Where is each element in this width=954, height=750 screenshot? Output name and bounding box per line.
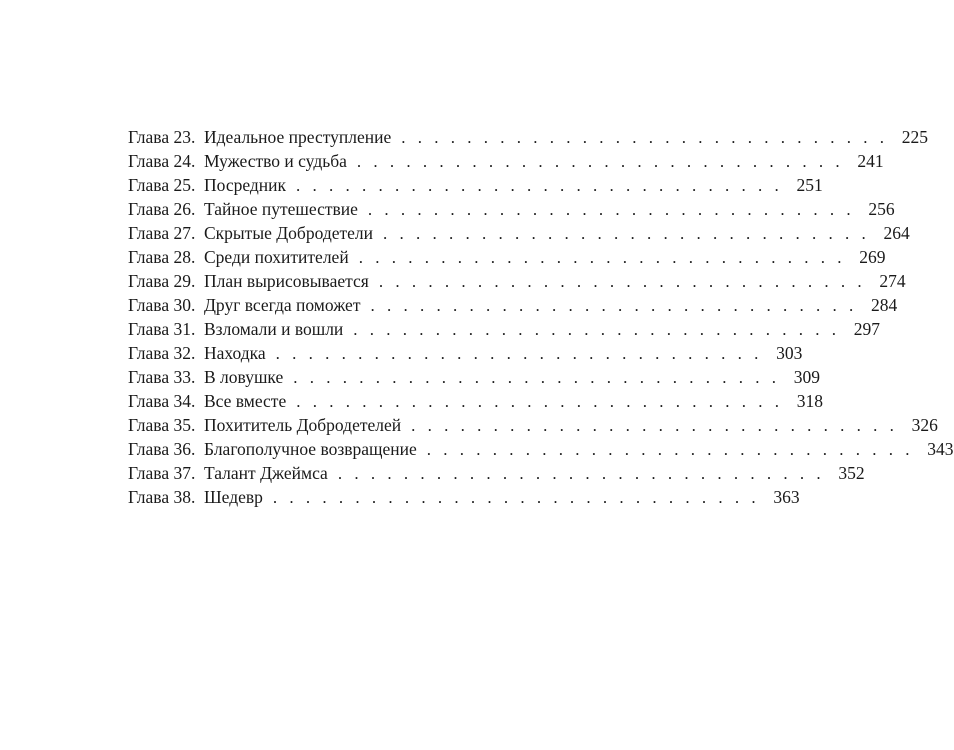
toc-entry bbox=[128, 245, 886, 269]
toc-entry bbox=[128, 413, 938, 437]
chapter-label: Глава 28. bbox=[128, 247, 196, 267]
page-number: 274 bbox=[879, 271, 906, 291]
chapter-title: Похититель Добродетелей bbox=[204, 415, 402, 435]
page-number: 256 bbox=[868, 199, 895, 219]
chapter-label: Глава 35. bbox=[128, 415, 196, 435]
dot-leader: . . . . . . . . . . . . . . . . . . . . . . . . . . . . . . bbox=[383, 224, 870, 243]
dot-leader: . . . . . . . . . . . . . . . . . . . . . . . . . . . . . . bbox=[296, 392, 783, 411]
toc-entry bbox=[128, 341, 803, 365]
chapter-title: Находка bbox=[204, 343, 266, 363]
dot-leader: . . . . . . . . . . . . . . . . . . . . . . . . . . . . . . bbox=[401, 128, 888, 147]
page-number: 284 bbox=[870, 295, 898, 315]
page-number: 251 bbox=[796, 175, 823, 195]
page-number: 343 bbox=[927, 439, 954, 459]
page-number: 264 bbox=[883, 223, 910, 243]
chapter-title: Идеальное преступление bbox=[204, 127, 392, 147]
chapter-title: Благополучное возвращение bbox=[204, 439, 417, 459]
dot-leader: . . . . . . . . . . . . . . . . . . . . . . . . . . . . . . bbox=[367, 200, 855, 219]
table-of-contents bbox=[128, 125, 954, 509]
page-number: 241 bbox=[857, 151, 884, 171]
page-number: 297 bbox=[853, 319, 881, 339]
chapter-title: В ловушке bbox=[204, 367, 284, 387]
chapter-label: Глава 29. bbox=[128, 271, 196, 291]
page-number: 363 bbox=[773, 487, 800, 507]
toc-entry bbox=[128, 317, 881, 341]
page-number: 352 bbox=[838, 463, 865, 483]
toc-entry bbox=[128, 437, 954, 461]
toc-entry bbox=[128, 269, 906, 293]
toc-entry bbox=[128, 173, 823, 197]
chapter-title: Друг всегда поможет bbox=[204, 295, 361, 315]
toc-entry bbox=[128, 293, 898, 317]
dot-leader: . . . . . . . . . . . . . . . . . . . . . . . . . . . . . . bbox=[293, 368, 781, 387]
dot-leader: . . . . . . . . . . . . . . . . . . . . . . . . . . . . . . bbox=[275, 344, 763, 363]
chapter-title: Талант Джеймса bbox=[204, 463, 328, 483]
toc-entry bbox=[128, 221, 910, 245]
chapter-label: Глава 25. bbox=[128, 175, 196, 195]
chapter-label: Глава 32. bbox=[128, 343, 196, 363]
chapter-label: Глава 37. bbox=[128, 463, 196, 483]
chapter-label: Глава 36. bbox=[128, 439, 196, 459]
toc-entry bbox=[128, 365, 821, 389]
chapter-title: Тайное путешествие bbox=[204, 199, 358, 219]
toc-entry bbox=[128, 149, 884, 173]
chapter-label: Глава 23. bbox=[128, 127, 196, 147]
chapter-label: Глава 24. bbox=[128, 151, 196, 171]
chapter-label: Глава 27. bbox=[128, 223, 196, 243]
dot-leader: . . . . . . . . . . . . . . . . . . . . . . . . . . . . . . bbox=[426, 440, 914, 459]
chapter-label: Глава 26. bbox=[128, 199, 196, 219]
dot-leader: . . . . . . . . . . . . . . . . . . . . . . . . . . . . . . bbox=[370, 296, 858, 315]
toc-entry bbox=[128, 485, 800, 509]
chapter-title: Среди похитителей bbox=[204, 247, 349, 267]
dot-leader: . . . . . . . . . . . . . . . . . . . . . . . . . . . . . . bbox=[296, 176, 783, 195]
chapter-label: Глава 33. bbox=[128, 367, 196, 387]
page-number: 269 bbox=[859, 247, 886, 267]
toc-entry bbox=[128, 197, 895, 221]
toc-entry bbox=[128, 389, 823, 413]
chapter-title: Посредник bbox=[204, 175, 287, 195]
chapter-title: Мужество и судьба bbox=[204, 151, 347, 171]
chapter-title: План вырисовывается bbox=[204, 271, 369, 291]
page-number: 303 bbox=[776, 343, 803, 363]
dot-leader: . . . . . . . . . . . . . . . . . . . . . . . . . . . . . . bbox=[272, 488, 760, 507]
chapter-label: Глава 38. bbox=[128, 487, 196, 507]
chapter-label: Глава 34. bbox=[128, 391, 196, 411]
dot-leader: . . . . . . . . . . . . . . . . . . . . . . . . . . . . . . bbox=[337, 464, 825, 483]
dot-leader: . . . . . . . . . . . . . . . . . . . . . . . . . . . . . . bbox=[356, 152, 844, 171]
dot-leader: . . . . . . . . . . . . . . . . . . . . . . . . . . . . . . bbox=[378, 272, 866, 291]
chapter-title: Шедевр bbox=[204, 487, 263, 507]
toc-entry bbox=[128, 125, 928, 149]
dot-leader: . . . . . . . . . . . . . . . . . . . . . . . . . . . . . . bbox=[353, 320, 841, 339]
toc-entry bbox=[128, 461, 865, 485]
chapter-label: Глава 31. bbox=[128, 319, 196, 339]
chapter-title: Взломали и вошли bbox=[204, 319, 344, 339]
page-number: 309 bbox=[793, 367, 821, 387]
page-number: 318 bbox=[796, 391, 823, 411]
page-number: 225 bbox=[901, 127, 928, 147]
dot-leader: . . . . . . . . . . . . . . . . . . . . . . . . . . . . . . bbox=[411, 416, 898, 435]
page-number: 326 bbox=[911, 415, 938, 435]
chapter-title: Скрытые Добродетели bbox=[204, 223, 374, 243]
dot-leader: . . . . . . . . . . . . . . . . . . . . . . . . . . . . . . bbox=[358, 248, 846, 267]
chapter-title: Все вместе bbox=[204, 391, 287, 411]
chapter-label: Глава 30. bbox=[128, 295, 196, 315]
